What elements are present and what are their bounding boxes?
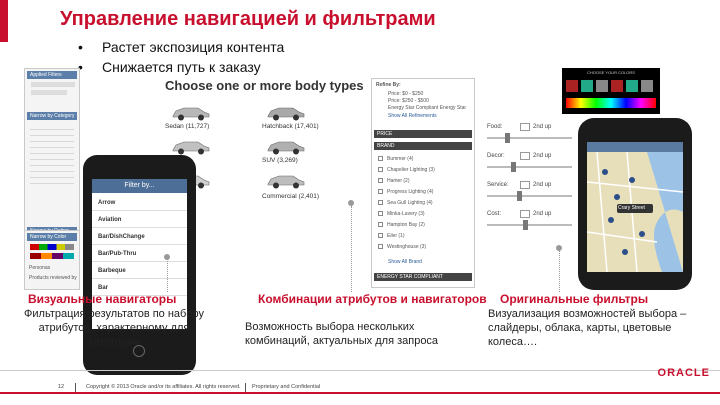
- brand-checkbox[interactable]: [378, 233, 383, 238]
- slider-handle[interactable]: [511, 162, 516, 172]
- car-type-label[interactable]: SUV (3,269): [262, 157, 298, 164]
- brand-checkbox[interactable]: [378, 156, 383, 161]
- footer-divider: [0, 370, 720, 371]
- brand-option[interactable]: Bummer (4): [387, 156, 414, 162]
- slider-handle[interactable]: [523, 220, 528, 230]
- phone-list-item[interactable]: Bar: [92, 280, 187, 296]
- brand-checkbox[interactable]: [378, 211, 383, 216]
- phone-list-item[interactable]: Barbeque: [92, 263, 187, 279]
- footer-accent-bar: [0, 392, 720, 394]
- filter-chip[interactable]: [31, 90, 67, 95]
- slider-track[interactable]: [487, 137, 572, 139]
- copyright-text: Copyright © 2013 Oracle and/or its affiliates. All rights reserved.: [86, 384, 241, 390]
- phone-device-map: [578, 118, 692, 290]
- page-number: 12: [58, 384, 65, 390]
- brand-checkbox[interactable]: [378, 178, 383, 183]
- filter-chip[interactable]: [31, 82, 75, 87]
- slider-end-label: 2nd up: [533, 153, 552, 159]
- phone-list-item[interactable]: Bar/Pub-Thru: [92, 246, 187, 262]
- slide-title: Управление навигацией и фильтрами: [60, 8, 436, 30]
- caption-title: Визуальные навигаторы: [28, 292, 177, 306]
- title-accent-bar: [0, 0, 8, 42]
- oracle-logo: ORACLE: [657, 367, 710, 379]
- brand-checkbox[interactable]: [378, 200, 383, 205]
- color-spectrum[interactable]: [566, 98, 656, 108]
- slider-track[interactable]: [487, 224, 572, 226]
- slider-track[interactable]: [487, 195, 572, 197]
- bullet-item: • Снижается путь к заказу: [78, 57, 284, 77]
- car-type-label[interactable]: Sedan (11,727): [165, 123, 210, 130]
- car-image[interactable]: [170, 138, 212, 156]
- brand-checkbox[interactable]: [378, 167, 383, 172]
- car-type-label[interactable]: Commercial (2,401): [262, 193, 320, 200]
- slider-label: Cost:: [487, 211, 502, 217]
- brand-option[interactable]: Chapelier Lighting (3): [387, 167, 435, 173]
- products-reviewed-label[interactable]: Products reviewed by: [29, 275, 77, 281]
- refine-panel: [371, 78, 475, 288]
- slider-track[interactable]: [487, 166, 572, 168]
- brand-option[interactable]: Eiler (1): [387, 233, 405, 239]
- brand-checkbox[interactable]: [378, 244, 383, 249]
- narrow-color-header[interactable]: Narrow by Color: [27, 233, 77, 241]
- caption-text: Визуализация возможностей выбора – слайдеры, облака, карты, цветовые колеса….: [488, 308, 687, 348]
- bullet-list: [78, 37, 284, 77]
- energy-section-header[interactable]: ENERGY STAR COMPLIANT: [374, 273, 472, 281]
- car-image[interactable]: [265, 104, 307, 122]
- slider-handle[interactable]: [505, 133, 510, 143]
- brand-option[interactable]: Hamer (2): [387, 178, 410, 184]
- slider-value-box[interactable]: [520, 123, 530, 131]
- car-type-label[interactable]: Hatchback (17,401): [262, 123, 319, 130]
- map-screen: [587, 142, 683, 272]
- brand-checkbox[interactable]: [378, 189, 383, 194]
- brand-option[interactable]: Hampton Bay (2): [387, 222, 425, 228]
- personas-label[interactable]: Personas: [29, 265, 51, 271]
- brand-option[interactable]: Progress Lighting (4): [387, 189, 434, 195]
- phone-list-item[interactable]: Bar/DishChange: [92, 229, 187, 245]
- confidential-text: Proprietary and Confidential: [252, 384, 321, 390]
- connector-line: [559, 250, 560, 292]
- slider-label: Service:: [487, 182, 509, 188]
- map-label: Crary Street: [618, 205, 645, 211]
- caption-text: Фильтрация результатов по набору атрибутов, характерному для категории: [24, 308, 204, 348]
- brand-option[interactable]: Minka-Lavery (3): [387, 211, 425, 217]
- show-all-refinements-link[interactable]: Show All Refinements: [388, 113, 437, 119]
- car-image[interactable]: [265, 138, 307, 156]
- brand-checkbox[interactable]: [378, 222, 383, 227]
- shoes-header: CHOOSE YOUR COLORS: [587, 70, 635, 75]
- bullet-item: • Растет экспозиция контента: [78, 37, 284, 57]
- category-list[interactable]: [30, 124, 74, 184]
- show-all-brand-link[interactable]: Show All Brand: [388, 259, 422, 265]
- narrow-category-header[interactable]: Narrow by Category: [27, 112, 77, 120]
- phone-list-item[interactable]: Arrow: [92, 195, 187, 211]
- caption-text: Возможность выбора нескольких комбинаций, актуальных для запроса: [245, 321, 439, 347]
- brand-section-header[interactable]: BRAND: [374, 142, 472, 150]
- left-filter-panel-lower: [24, 230, 80, 290]
- body-types-heading: Choose one or more body types: [165, 78, 364, 93]
- brand-option[interactable]: Westinghouse (3): [387, 244, 427, 250]
- caption-title: Комбинации атрибутов и навигаторов: [258, 292, 487, 306]
- slider-end-label: 2nd up: [533, 124, 552, 130]
- slider-label: Food:: [487, 124, 503, 130]
- shoes-color-picker: [562, 68, 660, 114]
- phone-screen-header: Filter by...: [92, 179, 187, 193]
- slider-end-label: 2nd up: [533, 182, 552, 188]
- connector-line: [351, 206, 352, 292]
- connector-line: [167, 258, 168, 292]
- slider-value-box[interactable]: [520, 210, 530, 218]
- caption-title: Оригинальные фильтры: [500, 292, 649, 306]
- phone-list-item[interactable]: Aviation: [92, 212, 187, 228]
- price-section-header[interactable]: PRICE: [374, 130, 472, 138]
- slider-handle[interactable]: [517, 191, 522, 201]
- color-swatches[interactable]: [30, 244, 74, 250]
- brand-option[interactable]: Sea Gull Lighting (4): [387, 200, 433, 206]
- slider-label: Decor:: [487, 153, 505, 159]
- energy-option[interactable]: Energy Star Compliant Energy Star: [388, 105, 467, 111]
- price-option[interactable]: Price: $0 - $250: [388, 91, 424, 97]
- shoe-row: [566, 80, 656, 92]
- applied-filters-header: Applied Filters: [27, 71, 77, 79]
- slider-value-box[interactable]: [520, 181, 530, 189]
- slider-value-box[interactable]: [520, 152, 530, 160]
- color-swatches[interactable]: [30, 253, 74, 259]
- map-topbar: [587, 142, 683, 152]
- car-image[interactable]: [265, 172, 307, 190]
- refine-by-label: Refine By:: [376, 82, 401, 88]
- slider-end-label: 2nd up: [533, 211, 552, 217]
- car-image[interactable]: [170, 104, 212, 122]
- price-option[interactable]: Price: $250 - $500: [388, 98, 429, 104]
